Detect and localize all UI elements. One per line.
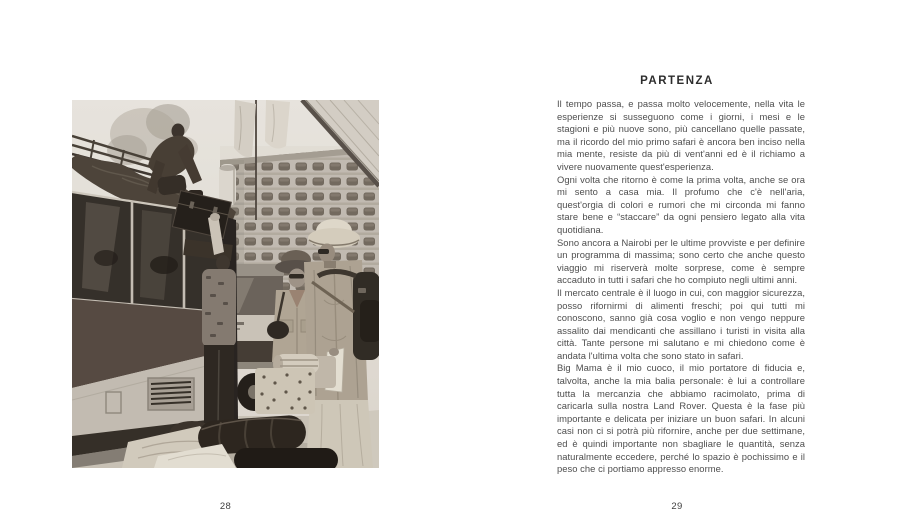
- paragraph: Big Mama è il mio cuoco, il mio portatore di fiducia e, talvolta, anche la mia balia personale: è lui a controllare tutta la mercanzia che abbiamo racimolato, prima di caricarla sulla nostra Land Rover. Questa è la fase più importante e delicata per iniziare un buon safari. In alcuni casi non ci si potrà più rifornire, anche per due settimane, ed è quindi importante non sbagliare le quantità, senza naturalmente eccedere, perché lo spazio è pochissimo e il peso che ci portiamo appresso enorme.: [557, 362, 805, 475]
- paragraph: Il tempo passa, e passa molto velocemente, nella vita le esperienze si susseguono come i giorni, i mesi e le stagioni e più nuove sono, più cancellano quelle passate, ma il ricordo del mio primo safari è ancora ben inciso nella mia mente, resiste da più di vent'anni ed è il richiamo a vivere nuovamente quest'esperienza.: [557, 98, 805, 172]
- page-number-right: 29: [671, 501, 683, 512]
- chapter-title: PARTENZA: [640, 74, 714, 87]
- photo-svg: [72, 100, 379, 468]
- paragraph: Ogni volta che ritorno è come la prima volta, anche se ora mi sento a casa mia. Il profumo che c'è nell'aria, quest'orgia di colori e rumori che mi circonda mi fanno stare bene e “staccare” da ogni pensiero legato alla vita quotidiana.: [557, 173, 805, 235]
- sepia-tone: [72, 100, 379, 468]
- right-page: [450, 0, 900, 531]
- paragraph: Il mercato centrale è il luogo in cui, con maggior sicurezza, posso rifornirmi di alimenti freschi; poi qui tutti mi conoscono, sanno già cosa voglio e non vengo neppure assalito dai mendicanti che assillano i turisti in visita alla città. Tante persone mi salutano e mi chiedono come è andata l'ultima volta che sono stato in safari.: [557, 286, 805, 361]
- paragraph: Sono ancora a Nairobi per le ultime provviste e per definire un programma di massima; sono certo che anche questo viaggio mi riserverà molte sorprese, come è sempre accaduto in tutti i safari che ho compiuto negli ultimi anni.: [557, 236, 805, 286]
- page-number-left: 28: [219, 501, 232, 512]
- photo-figure: [72, 100, 379, 468]
- body-text: [557, 98, 805, 476]
